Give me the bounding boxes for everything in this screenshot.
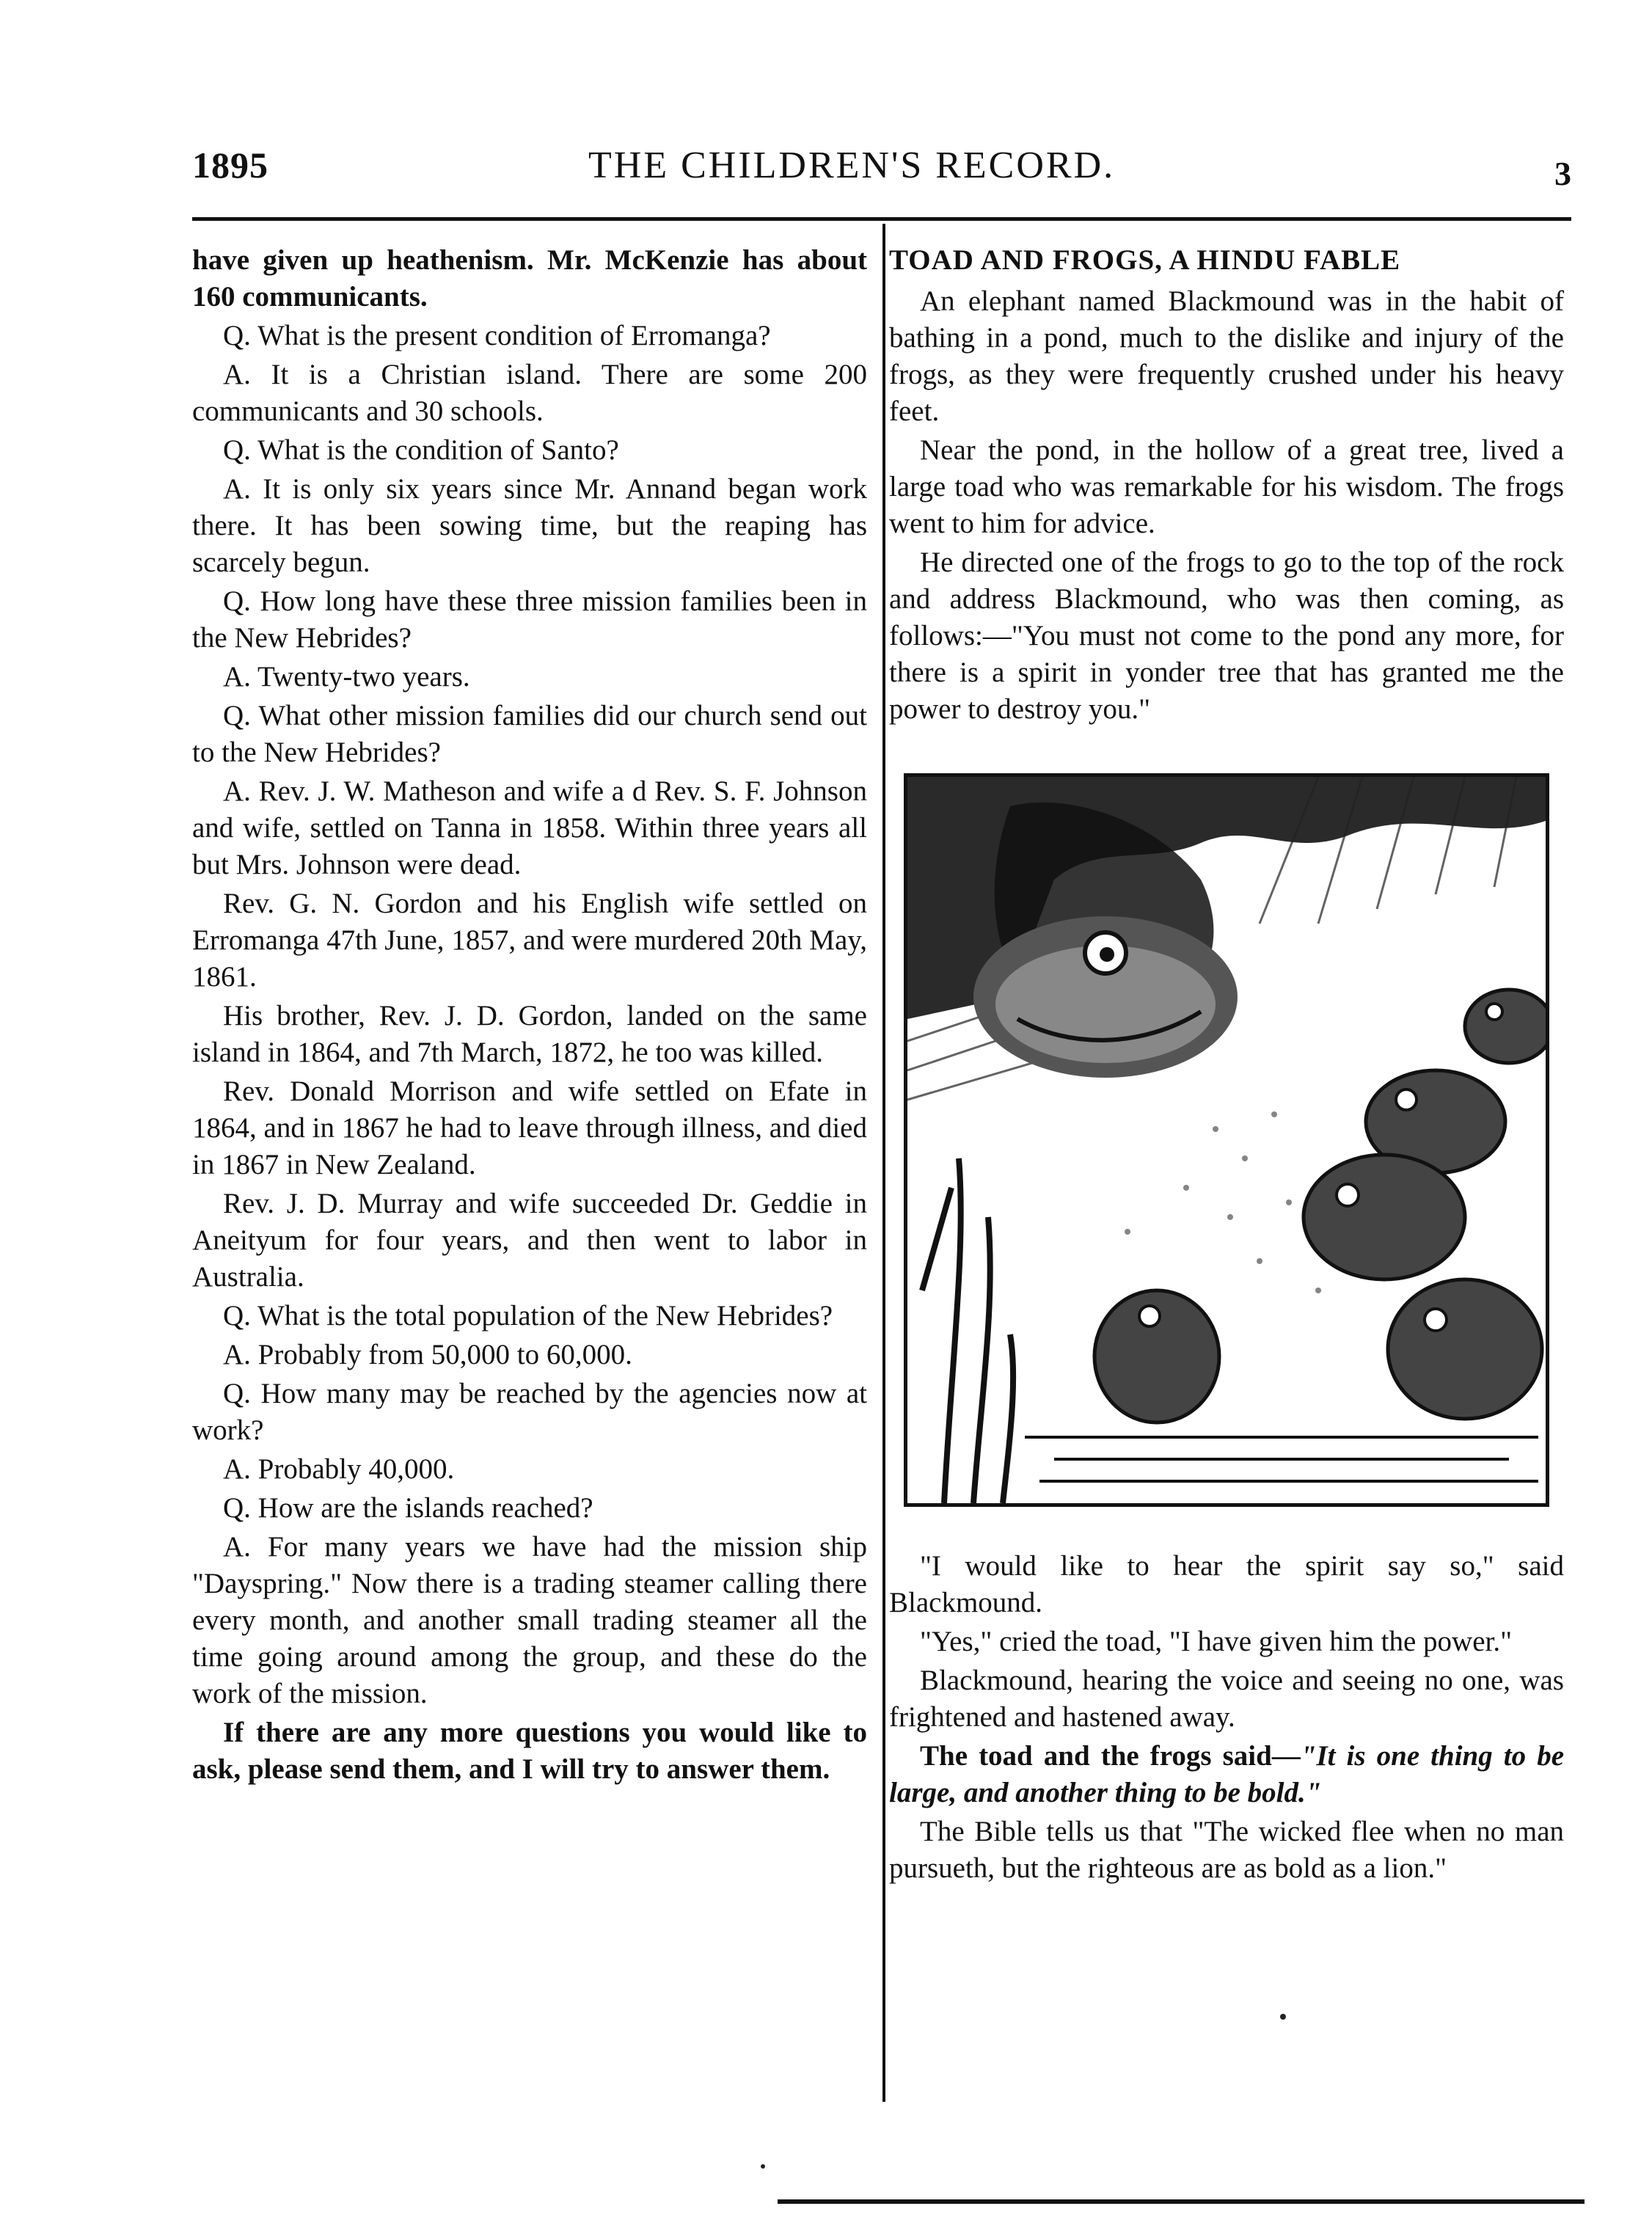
article-title: TOAD AND FROGS, A HINDU FABLE bbox=[889, 244, 1401, 276]
print-speck bbox=[1280, 2014, 1286, 2020]
toad-and-frogs-engraving-icon bbox=[904, 773, 1549, 1507]
moral-text: "It is one thing to be large, and another thing to be bold." bbox=[889, 1740, 1564, 1808]
page-header bbox=[192, 144, 1571, 195]
paragraph: Rev. Donald Morrison and wife settled on Efate in 1864, and in 1867 he had to leave through illness, and died in 1867 in New Zealand. bbox=[192, 1075, 867, 1180]
paragraph: His brother, Rev. J. D. Gordon, landed on the same island in 1864, and 7th March, 1872, he too was killed. bbox=[192, 1000, 867, 1068]
question: Q. What other mission families did our church send out to the New Hebrides? bbox=[192, 700, 867, 768]
answer: A. Twenty-two years. bbox=[223, 661, 470, 693]
question: Q. How many may be reached by the agencies now at work? bbox=[192, 1378, 867, 1446]
answer: A. Rev. J. W. Matheson and wife a d Rev. S. F. Johnson and wife, settled on Tanna in 1858. Within three years all but Mrs. Johnson were dead. bbox=[192, 775, 867, 880]
answer: A. It is a Christian island. There are some 200 communicants and 30 schools. bbox=[192, 359, 867, 427]
header-year: 1895 bbox=[192, 145, 268, 186]
question: Q. What is the total population of the New Hebrides? bbox=[223, 1300, 833, 1332]
answer: A. Probably from 50,000 to 60,000. bbox=[223, 1339, 632, 1370]
illustration-drawing bbox=[907, 777, 1546, 1503]
header-rule bbox=[192, 217, 1571, 221]
answer: A. For many years we have had the mission ship "Dayspring." Now there is a trading steamer calling there every month, and another small trading steamer all the time going around among the group, and these do the work of the mission. bbox=[192, 1531, 867, 1709]
closing-paragraph: The Bible tells us that "The wicked flee when no man pursueth, but the righteous are as bold as a lion." bbox=[889, 1816, 1564, 1884]
paragraph: He directed one of the frogs to go to the top of the rock and address Blackmound, who was then coming, as follows:—"You must not come to the pond any more, for there is a spirit in yonder tree that has granted me the power to destroy you." bbox=[889, 547, 1564, 725]
answer: A. Probably 40,000. bbox=[223, 1453, 455, 1485]
paragraph: An elephant named Blackmound was in the habit of bathing in a pond, much to the dislike and injury of the frogs, as they were frequently crushed under his heavy feet. bbox=[889, 285, 1564, 427]
right-column bbox=[889, 242, 1564, 1889]
paragraph: Blackmound, hearing the voice and seeing no one, was frightened and hastened away. bbox=[889, 1665, 1564, 1733]
journal-title: THE CHILDREN'S RECORD. bbox=[588, 145, 1116, 186]
paragraph: "I would like to hear the spirit say so," said Blackmound. bbox=[889, 1550, 1564, 1618]
answer: A. It is only six years since Mr. Annand began work there. It has been sowing time, but the reaping has scarcely begun. bbox=[192, 473, 867, 578]
paragraph: Rev. G. N. Gordon and his English wife settled on Erromanga 47th June, 1857, and were murdered 20th May, 1861. bbox=[192, 888, 867, 993]
closing-paragraph: If there are any more questions you would like to ask, please send them, and I will try to answer them. bbox=[192, 1717, 867, 1785]
moral-intro: The toad and the frogs said— bbox=[920, 1740, 1301, 1772]
print-speck bbox=[761, 2164, 765, 2169]
paragraph: Near the pond, in the hollow of a great tree, lived a large toad who was remarkable for his wisdom. The frogs went to him for advice. bbox=[889, 434, 1564, 539]
paragraph: "Yes," cried the toad, "I have given him the power." bbox=[920, 1626, 1513, 1657]
paragraph: have given up heathenism. Mr. McKenzie has about 160 communicants. bbox=[192, 244, 867, 313]
question: Q. How long have these three mission families been in the New Hebrides? bbox=[192, 585, 867, 654]
page-number: 3 bbox=[1554, 155, 1571, 192]
question: Q. How are the islands reached? bbox=[223, 1492, 593, 1524]
moral-paragraph bbox=[889, 1738, 1564, 1811]
question: Q. What is the condition of Santo? bbox=[223, 434, 619, 466]
bottom-rule bbox=[778, 2199, 1585, 2204]
left-column bbox=[192, 242, 867, 1790]
paragraph: Rev. J. D. Murray and wife succeeded Dr. Geddie in Aneityum for four years, and then went to labor in Australia. bbox=[192, 1188, 867, 1293]
question: Q. What is the present condition of Erromanga? bbox=[223, 320, 771, 351]
column-separator bbox=[882, 224, 885, 2102]
